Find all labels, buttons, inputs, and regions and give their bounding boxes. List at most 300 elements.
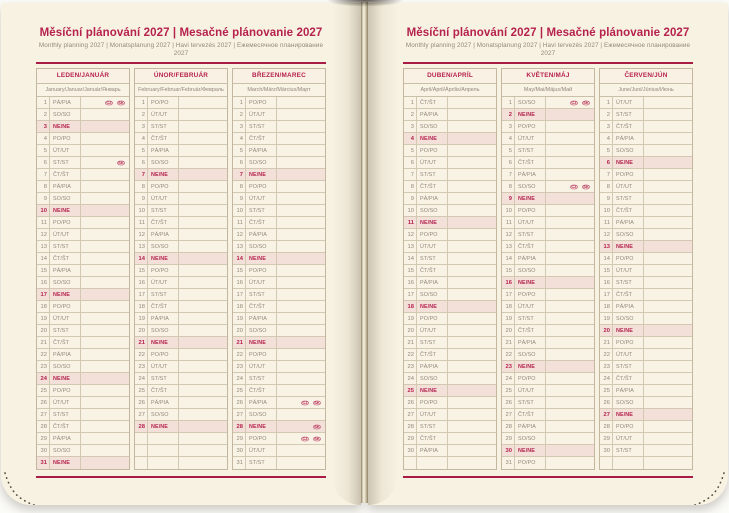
day-row xyxy=(233,457,325,469)
day-abbrev: PO/PO xyxy=(50,301,81,312)
day-abbrev: PO/PO xyxy=(417,313,448,324)
month-rows xyxy=(37,97,129,469)
day-abbrev: NE/NE xyxy=(246,421,277,432)
notes-cell xyxy=(81,373,129,384)
day-abbrev: ST/ST xyxy=(148,205,179,216)
day-row xyxy=(404,145,496,157)
day-number: 10 xyxy=(37,205,50,216)
day-abbrev: NE/NE xyxy=(50,121,81,132)
months-row-right xyxy=(403,68,693,470)
day-number: 24 xyxy=(233,373,246,384)
day-abbrev: PO/PO xyxy=(515,289,546,300)
day-abbrev: SO/SO xyxy=(613,229,644,240)
day-number: 28 xyxy=(135,421,148,432)
day-abbrev: ČT/ŠT xyxy=(148,217,179,228)
notes-cell xyxy=(81,457,129,469)
day-row xyxy=(502,121,594,133)
day-row xyxy=(37,385,129,397)
notes-cell xyxy=(277,217,325,228)
day-row xyxy=(233,361,325,373)
day-abbrev: ÚT/UT xyxy=(515,133,546,144)
day-number: 21 xyxy=(600,337,613,348)
month-table-january xyxy=(36,68,130,470)
notes-cell xyxy=(644,373,692,384)
day-number: 21 xyxy=(37,337,50,348)
notes-cell xyxy=(81,349,129,360)
day-number: 7 xyxy=(37,169,50,180)
footer-rule xyxy=(403,476,693,478)
notes-cell xyxy=(546,169,594,180)
day-row xyxy=(502,289,594,301)
day-number: 16 xyxy=(502,277,515,288)
day-row xyxy=(600,181,692,193)
day-number: 30 xyxy=(502,445,515,456)
day-number: 14 xyxy=(135,253,148,264)
day-number: 19 xyxy=(135,313,148,324)
day-row xyxy=(233,229,325,241)
day-number: 15 xyxy=(404,265,417,276)
notes-cell xyxy=(81,145,129,156)
day-row xyxy=(600,109,692,121)
day-abbrev: SO/SO xyxy=(417,205,448,216)
day-number: 8 xyxy=(404,181,417,192)
notes-cell xyxy=(81,325,129,336)
day-row xyxy=(600,433,692,445)
notes-cell xyxy=(644,433,692,444)
day-row xyxy=(600,253,692,265)
day-row xyxy=(600,457,692,469)
day-row xyxy=(37,457,129,469)
notes-cell xyxy=(277,313,325,324)
notes-cell xyxy=(644,109,692,120)
month-table-may xyxy=(501,68,595,470)
notes-cell xyxy=(277,157,325,168)
day-abbrev: ST/ST xyxy=(50,157,81,168)
notes-cell xyxy=(448,157,496,168)
notes-cell xyxy=(81,133,129,144)
day-abbrev: ČT/ŠT xyxy=(613,289,644,300)
day-row xyxy=(600,265,692,277)
day-number: 19 xyxy=(404,313,417,324)
notes-cell xyxy=(81,445,129,456)
day-number: 9 xyxy=(37,193,50,204)
day-abbrev: PO/PO xyxy=(246,181,277,192)
day-row xyxy=(502,217,594,229)
day-row xyxy=(233,301,325,313)
day-number: 11 xyxy=(135,217,148,228)
notes-cell xyxy=(277,409,325,420)
notes-cell xyxy=(277,385,325,396)
day-abbrev: ÚT/UT xyxy=(613,97,644,108)
notes-cell xyxy=(448,349,496,360)
day-row xyxy=(404,97,496,109)
notes-cell xyxy=(448,229,496,240)
day-number: 4 xyxy=(502,133,515,144)
day-row xyxy=(404,217,496,229)
day-abbrev: PO/PO xyxy=(515,205,546,216)
notes-cell xyxy=(277,457,325,469)
day-number: 12 xyxy=(37,229,50,240)
day-number: 2 xyxy=(135,109,148,120)
notes-cell xyxy=(546,313,594,324)
day-row xyxy=(502,181,594,193)
notes-cell xyxy=(546,349,594,360)
day-abbrev: NE/NE xyxy=(246,169,277,180)
day-abbrev: NE/NE xyxy=(50,289,81,300)
day-row xyxy=(404,277,496,289)
day-number: 21 xyxy=(502,337,515,348)
day-abbrev: PO/PO xyxy=(417,397,448,408)
notes-cell xyxy=(448,265,496,276)
day-abbrev: NE/NE xyxy=(613,409,644,420)
day-number: 30 xyxy=(600,445,613,456)
day-row xyxy=(600,313,692,325)
day-row xyxy=(600,421,692,433)
notes-cell xyxy=(179,181,227,192)
page-subtitle: Monthly planning 2027 | Monatsplanung 2027 | Havi tervezés 2027 | Ежемесячное планирование 2027 xyxy=(405,42,691,57)
day-abbrev: SO/SO xyxy=(148,157,179,168)
day-row xyxy=(404,373,496,385)
day-abbrev: PÁ/PIA xyxy=(515,253,546,264)
day-row xyxy=(233,253,325,265)
day-number: 7 xyxy=(600,169,613,180)
notes-cell xyxy=(448,109,496,120)
day-number: 27 xyxy=(600,409,613,420)
day-abbrev: NE/NE xyxy=(515,193,546,204)
day-abbrev: NE/NE xyxy=(246,337,277,348)
notes-cell xyxy=(81,109,129,120)
day-abbrev: PO/PO xyxy=(148,349,179,360)
day-abbrev: NE/NE xyxy=(613,157,644,168)
day-abbrev: ÚT/UT xyxy=(50,397,81,408)
day-number: 31 xyxy=(502,457,515,469)
month-name: DUBEN/APRÍL xyxy=(404,69,496,84)
day-abbrev: PÁ/PIA xyxy=(50,97,81,108)
day-abbrev: ČT/ŠT xyxy=(417,265,448,276)
notes-cell xyxy=(546,193,594,204)
day-abbrev: ÚT/UT xyxy=(246,277,277,288)
notes-cell xyxy=(277,445,325,456)
month-subtitle: April/April/Április/Апрель xyxy=(404,84,496,97)
day-number: 8 xyxy=(600,181,613,192)
month-table-february xyxy=(134,68,228,470)
day-number: 16 xyxy=(600,277,613,288)
notes-cell xyxy=(179,361,227,372)
day-row xyxy=(37,193,129,205)
day-number: 11 xyxy=(404,217,417,228)
notes-cell xyxy=(81,181,129,192)
day-number: 24 xyxy=(37,373,50,384)
day-row xyxy=(233,109,325,121)
day-number: 3 xyxy=(600,121,613,132)
notes-cell xyxy=(448,253,496,264)
notes-cell xyxy=(644,337,692,348)
notes-cell xyxy=(546,241,594,252)
notes-cell xyxy=(81,97,129,108)
day-abbrev: PÁ/PIA xyxy=(148,397,179,408)
notes-cell xyxy=(81,433,129,444)
notes-cell xyxy=(179,373,227,384)
day-number xyxy=(404,457,417,469)
notes-cell xyxy=(546,301,594,312)
notes-cell xyxy=(277,121,325,132)
day-row xyxy=(233,205,325,217)
day-number: 17 xyxy=(404,289,417,300)
day-abbrev: ČT/ŠT xyxy=(515,325,546,336)
day-number: 6 xyxy=(404,157,417,168)
day-row xyxy=(37,373,129,385)
notes-cell xyxy=(277,205,325,216)
day-row xyxy=(135,217,227,229)
notes-cell xyxy=(277,97,325,108)
day-abbrev: ST/ST xyxy=(148,121,179,132)
day-row xyxy=(135,373,227,385)
month-rows xyxy=(404,97,496,469)
notes-cell xyxy=(179,409,227,420)
day-row xyxy=(600,289,692,301)
notes-cell xyxy=(179,193,227,204)
day-number: 26 xyxy=(600,397,613,408)
notes-cell xyxy=(546,217,594,228)
month-subtitle: March/März/Március/Март xyxy=(233,84,325,97)
day-abbrev: NE/NE xyxy=(148,253,179,264)
day-row xyxy=(600,277,692,289)
notes-cell xyxy=(81,385,129,396)
day-abbrev: PÁ/PIA xyxy=(148,313,179,324)
notes-cell xyxy=(277,325,325,336)
day-row xyxy=(135,205,227,217)
day-row xyxy=(37,337,129,349)
notes-cell xyxy=(448,145,496,156)
day-number: 2 xyxy=(37,109,50,120)
day-abbrev: SO/SO xyxy=(246,325,277,336)
notes-cell xyxy=(546,457,594,469)
header-rule xyxy=(403,62,693,64)
day-number: 3 xyxy=(135,121,148,132)
day-row xyxy=(404,301,496,313)
notes-cell xyxy=(277,373,325,384)
holiday-badge: CZ xyxy=(571,100,577,105)
month-name: BŘEZEN/MAREC xyxy=(233,69,325,84)
day-abbrev: PO/PO xyxy=(515,457,546,469)
notes-cell xyxy=(179,325,227,336)
day-number: 29 xyxy=(502,433,515,444)
day-number: 16 xyxy=(233,277,246,288)
notes-cell xyxy=(277,169,325,180)
notes-cell xyxy=(179,157,227,168)
notes-cell xyxy=(448,325,496,336)
notes-cell xyxy=(277,193,325,204)
day-number: 9 xyxy=(233,193,246,204)
notes-cell xyxy=(179,385,227,396)
day-abbrev: ÚT/UT xyxy=(246,193,277,204)
day-abbrev: PÁ/PIA xyxy=(246,229,277,240)
day-row xyxy=(502,229,594,241)
notes-cell xyxy=(179,397,227,408)
day-row xyxy=(502,97,594,109)
day-abbrev: PO/PO xyxy=(148,265,179,276)
day-number: 5 xyxy=(404,145,417,156)
day-number: 22 xyxy=(135,349,148,360)
notes-cell xyxy=(448,97,496,108)
notes-cell xyxy=(277,301,325,312)
day-abbrev: SO/SO xyxy=(50,109,81,120)
day-abbrev: PO/PO xyxy=(50,217,81,228)
day-abbrev: ST/ST xyxy=(417,253,448,264)
day-row xyxy=(404,349,496,361)
day-abbrev: SO/SO xyxy=(50,445,81,456)
day-number: 29 xyxy=(37,433,50,444)
day-abbrev: NE/NE xyxy=(417,133,448,144)
day-abbrev: ČT/ŠT xyxy=(515,241,546,252)
day-abbrev: SO/SO xyxy=(50,277,81,288)
day-row xyxy=(37,277,129,289)
day-row xyxy=(502,109,594,121)
month-rows xyxy=(135,97,227,469)
day-row xyxy=(135,169,227,181)
day-number: 21 xyxy=(233,337,246,348)
notes-cell xyxy=(448,241,496,252)
day-row xyxy=(404,445,496,457)
day-abbrev: ÚT/UT xyxy=(148,277,179,288)
day-number: 14 xyxy=(37,253,50,264)
day-number: 9 xyxy=(600,193,613,204)
notes-cell xyxy=(546,157,594,168)
day-row xyxy=(37,229,129,241)
day-abbrev: ÚT/UT xyxy=(613,181,644,192)
left-page-content xyxy=(36,3,326,478)
notes-cell xyxy=(179,337,227,348)
day-row xyxy=(233,433,325,445)
notes-cell xyxy=(448,217,496,228)
notes-cell xyxy=(546,397,594,408)
notes-cell xyxy=(448,205,496,216)
notes-cell xyxy=(81,229,129,240)
notes-cell xyxy=(277,265,325,276)
day-number: 26 xyxy=(502,397,515,408)
notes-cell xyxy=(277,397,325,408)
day-number: 31 xyxy=(37,457,50,469)
day-row xyxy=(404,121,496,133)
day-row xyxy=(502,433,594,445)
day-row xyxy=(404,133,496,145)
day-row xyxy=(37,97,129,109)
day-number xyxy=(135,457,148,469)
notes-cell xyxy=(81,337,129,348)
day-abbrev xyxy=(417,457,448,469)
day-row xyxy=(600,121,692,133)
day-abbrev: ST/ST xyxy=(515,145,546,156)
day-row xyxy=(404,169,496,181)
day-row xyxy=(600,337,692,349)
day-row xyxy=(600,397,692,409)
day-abbrev: NE/NE xyxy=(515,361,546,372)
day-number: 7 xyxy=(135,169,148,180)
day-row xyxy=(502,421,594,433)
day-row xyxy=(404,361,496,373)
day-number: 4 xyxy=(600,133,613,144)
day-number: 17 xyxy=(600,289,613,300)
day-number: 22 xyxy=(600,349,613,360)
day-number: 3 xyxy=(233,121,246,132)
day-abbrev: PÁ/PIA xyxy=(246,397,277,408)
day-abbrev: ČT/ŠT xyxy=(613,121,644,132)
notes-cell xyxy=(448,289,496,300)
notes-cell xyxy=(644,289,692,300)
day-number: 28 xyxy=(37,421,50,432)
day-abbrev: PÁ/PIA xyxy=(613,217,644,228)
notes-cell xyxy=(179,433,227,444)
day-abbrev: ST/ST xyxy=(50,409,81,420)
day-row xyxy=(233,313,325,325)
day-number: 23 xyxy=(600,361,613,372)
day-row xyxy=(600,349,692,361)
day-row xyxy=(600,241,692,253)
notes-cell xyxy=(448,277,496,288)
day-number: 15 xyxy=(135,265,148,276)
day-abbrev: ST/ST xyxy=(246,205,277,216)
month-table-april xyxy=(403,68,497,470)
day-abbrev: NE/NE xyxy=(613,241,644,252)
day-row xyxy=(135,181,227,193)
day-abbrev: PO/PO xyxy=(246,349,277,360)
day-number: 23 xyxy=(135,361,148,372)
day-abbrev: ČT/ŠT xyxy=(417,181,448,192)
notes-cell xyxy=(644,445,692,456)
day-abbrev: ČT/ŠT xyxy=(417,349,448,360)
day-number: 6 xyxy=(37,157,50,168)
day-abbrev: ST/ST xyxy=(613,361,644,372)
day-number: 29 xyxy=(404,433,417,444)
day-abbrev: PÁ/PIA xyxy=(246,313,277,324)
day-number: 22 xyxy=(37,349,50,360)
day-abbrev: ST/ST xyxy=(246,121,277,132)
day-number: 20 xyxy=(37,325,50,336)
day-number: 17 xyxy=(502,289,515,300)
day-row xyxy=(37,133,129,145)
day-abbrev: ST/ST xyxy=(417,169,448,180)
day-row xyxy=(37,409,129,421)
day-number: 27 xyxy=(37,409,50,420)
notes-cell xyxy=(644,265,692,276)
day-row xyxy=(233,325,325,337)
notes-cell xyxy=(546,325,594,336)
day-row xyxy=(600,409,692,421)
day-number: 1 xyxy=(404,97,417,108)
day-abbrev: ST/ST xyxy=(515,397,546,408)
day-number: 27 xyxy=(404,409,417,420)
day-abbrev xyxy=(148,457,179,469)
holiday-badge: CZ xyxy=(106,100,112,105)
day-row xyxy=(502,145,594,157)
day-abbrev: ČT/ŠT xyxy=(417,97,448,108)
day-number: 12 xyxy=(404,229,417,240)
day-row xyxy=(404,313,496,325)
day-number: 21 xyxy=(135,337,148,348)
day-number: 4 xyxy=(37,133,50,144)
notes-cell xyxy=(179,349,227,360)
day-abbrev: PÁ/PIA xyxy=(417,445,448,456)
notes-cell xyxy=(179,229,227,240)
day-abbrev: PO/PO xyxy=(613,169,644,180)
notes-cell xyxy=(179,145,227,156)
day-number: 8 xyxy=(233,181,246,192)
day-row xyxy=(135,433,227,445)
day-row xyxy=(37,157,129,169)
notes-cell xyxy=(644,421,692,432)
footer-rule xyxy=(36,476,326,478)
day-number: 12 xyxy=(233,229,246,240)
